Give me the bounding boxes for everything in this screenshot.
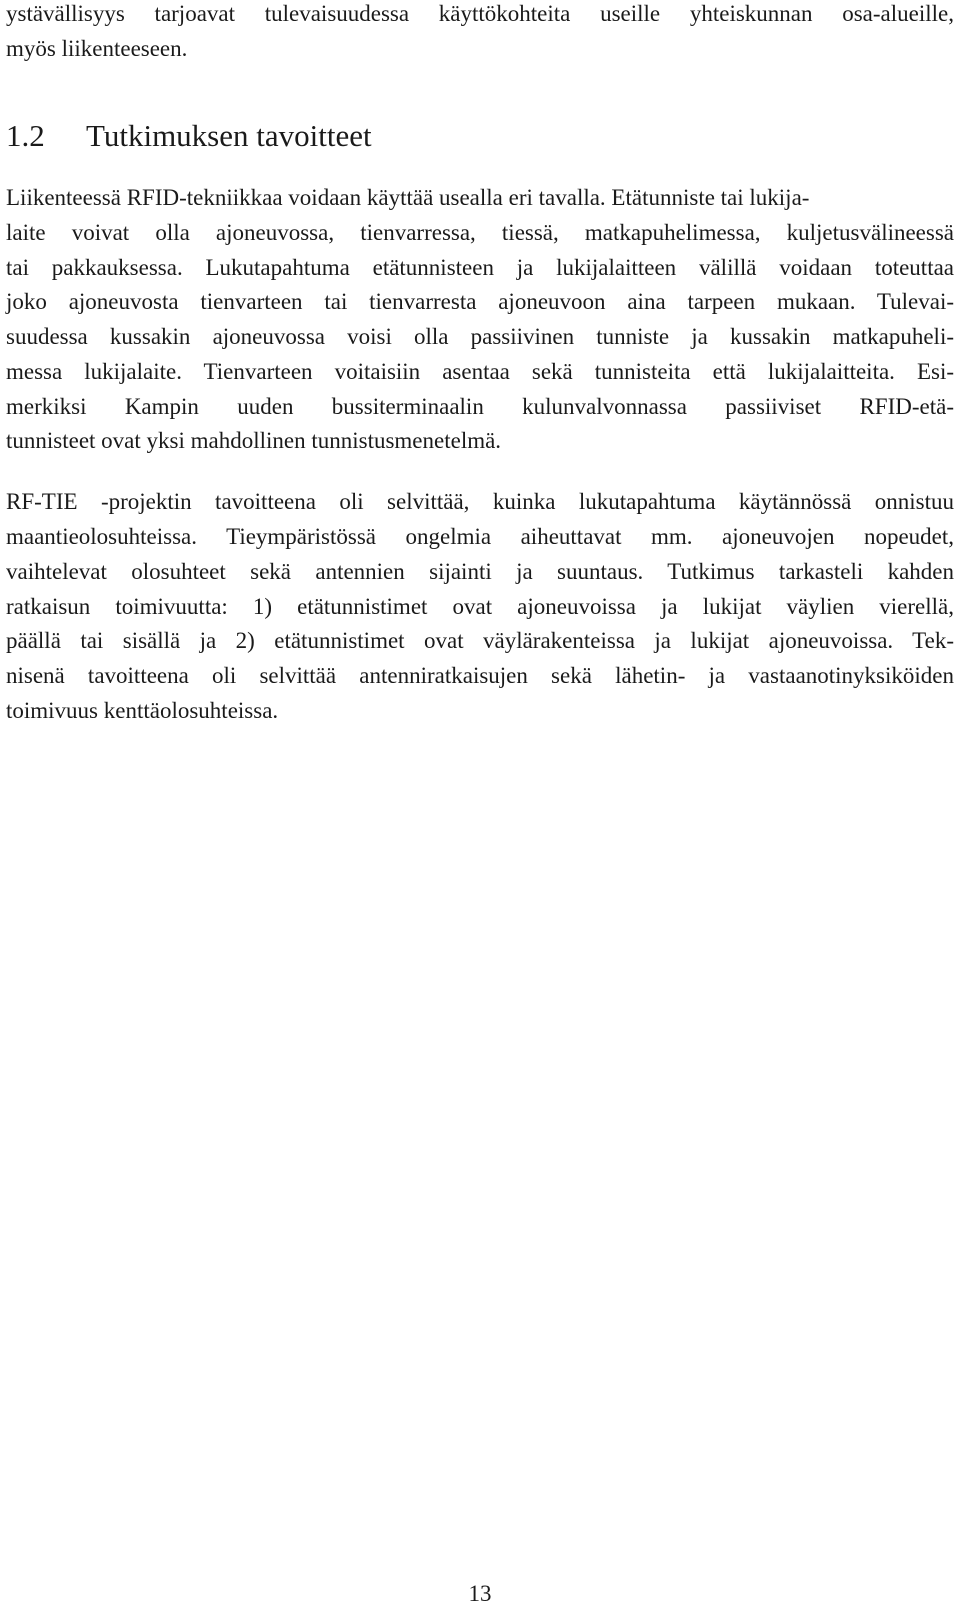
paragraph2-line-2: maantieolosuhteissa. Tieympäristössä ongelmia aiheuttavat mm. ajoneuvojen nopeudet, [6, 524, 954, 549]
paragraph1-line-6: messa lukijalaite. Tienvarteen voitaisiin asentaa sekä tunnisteita että lukijalaitteita. Esi- [6, 359, 954, 384]
section-title: Tutkimuksen tavoitteet [86, 118, 372, 153]
intro-line-1: ystävällisyys tarjoavat tulevaisuudessa käyttökohteita useille yhteiskunnan osa-alueille, [6, 1, 954, 26]
section-number: 1.2 [6, 118, 45, 153]
page-number: 13 [468, 1581, 492, 1606]
paragraph2-line-7: toimivuus kenttäolosuhteissa. [6, 698, 279, 723]
paragraph1-line-2: laite voivat olla ajoneuvossa, tienvarressa, tiessä, matkapuhelimessa, kuljetusvälineessä [6, 220, 954, 245]
paragraph2-line-3: vaihtelevat olosuhteet sekä antennien sijainti ja suuntaus. Tutkimus tarkasteli kahden [6, 559, 954, 584]
paragraph1-line-5: suudessa kussakin ajoneuvossa voisi olla passiivinen tunniste ja kussakin matkapuheli- [6, 324, 954, 349]
paragraph1-line-8: tunnisteet ovat yksi mahdollinen tunnistusmenetelmä. [6, 428, 502, 453]
paragraph1-line-7: merkiksi Kampin uuden bussiterminaalin kulunvalvonnassa passiiviset RFID-etä- [6, 394, 954, 419]
paragraph2-line-1: RF-TIE -projektin tavoitteena oli selvittää, kuinka lukutapahtuma käytännössä onnistuu [6, 489, 954, 514]
section-heading [6, 118, 372, 154]
paragraph1-line-3: tai pakkauksessa. Lukutapahtuma etätunnisteen ja lukijalaitteen välillä voidaan toteuttaa [6, 255, 954, 280]
paragraph1-line-1: Liikenteessä RFID-tekniikkaa voidaan käyttää usealla eri tavalla. Etätunniste tai lukija- [6, 185, 810, 210]
paragraph1-line-4: joko ajoneuvosta tienvarteen tai tienvarresta ajoneuvoon aina tarpeen mukaan. Tulevai- [6, 289, 954, 314]
paragraph2-line-6: nisenä tavoitteena oli selvittää antenniratkaisujen sekä lähetin- ja vastaanotinyksiköiden [6, 663, 954, 688]
paragraph2-line-5: päällä tai sisällä ja 2) etätunnistimet ovat väylärakenteissa ja lukijat ajoneuvoissa. Tek- [6, 628, 954, 653]
paragraph2-line-4: ratkaisun toimivuutta: 1) etätunnistimet ovat ajoneuvoissa ja lukijat väylien vierellä, [6, 594, 954, 619]
intro-line-2: myös liikenteeseen. [6, 36, 188, 61]
